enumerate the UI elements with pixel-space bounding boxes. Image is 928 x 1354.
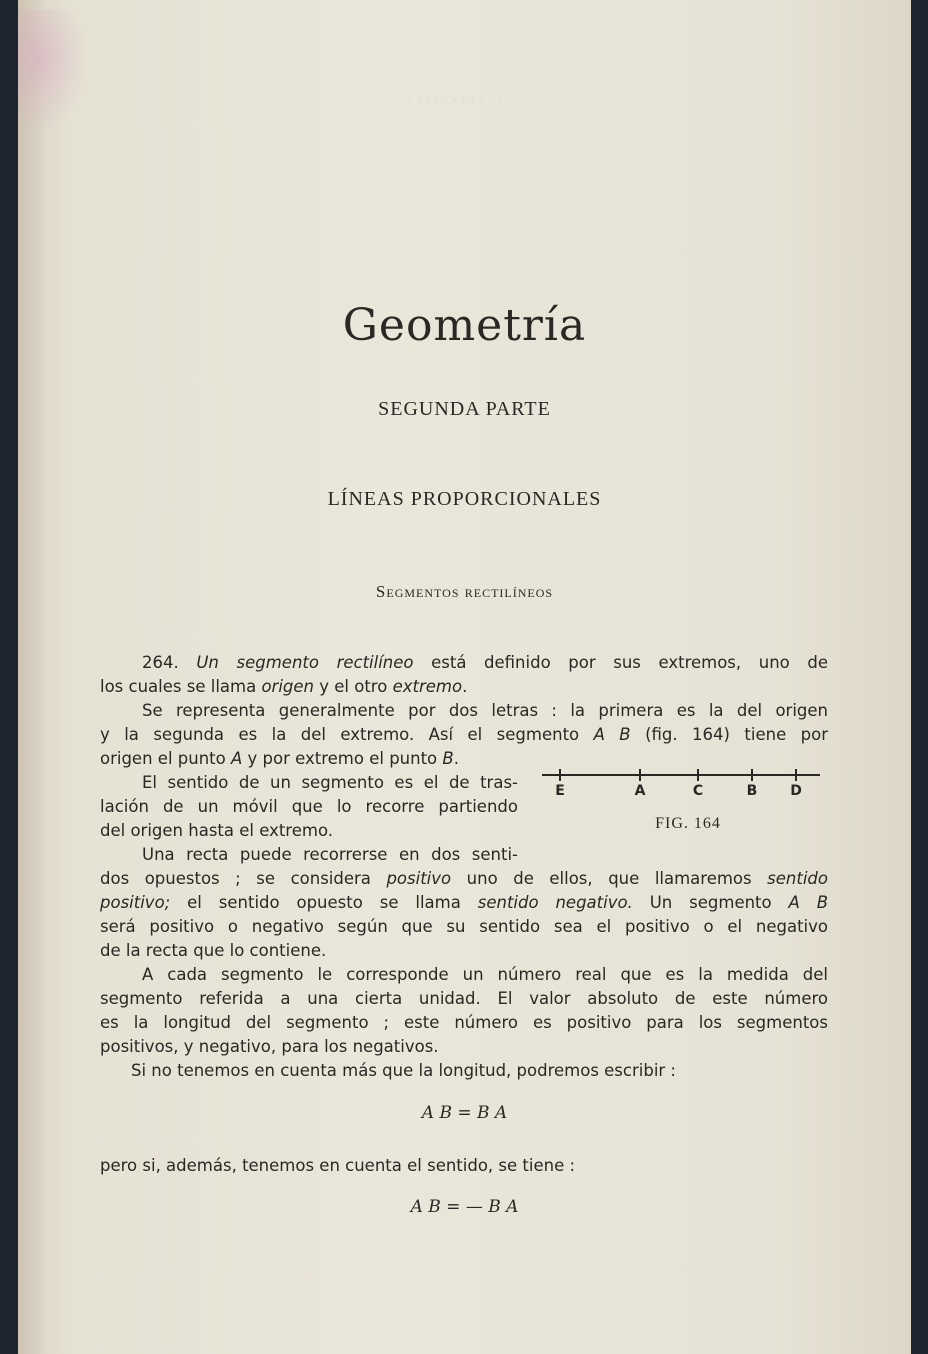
figure-label-d: D — [790, 783, 802, 799]
text-line-5: origen el punto A y por extremo el punto B. — [100, 749, 459, 768]
section-heading: Segmentos rectilíneos — [375, 582, 554, 601]
figure-caption: FIG. 164 — [655, 815, 721, 832]
paragraph-264-line-2: los cuales se llama origen y el otro extremo. — [100, 677, 468, 696]
page-title: Geometría — [342, 300, 587, 351]
text-line-8: del origen hasta el extremo. — [100, 821, 334, 840]
figure-label-c: C — [692, 783, 704, 799]
text-line-4: y la segunda es la del extremo. Así el segmento A B (fig. 164) tiene por — [100, 725, 829, 744]
paragraph-number: 264. — [142, 653, 179, 672]
text-line-12: será positivo o negativo según que su sentido sea el positivo o el negativo — [100, 917, 828, 936]
formula-sense: A B = — B A — [410, 1197, 519, 1217]
text-line-18: Si no tenemos en cuenta más que la longitud, podremos escribir : — [131, 1061, 676, 1080]
part-heading: SEGUNDA PARTE — [378, 398, 551, 420]
figure-label-a: A — [634, 783, 646, 799]
text-line-11: positivo; el sentido opuesto se llama sentido negativo. Un segmento A B — [100, 893, 829, 912]
text-line-19: pero si, además, tenemos en cuenta el sentido, se tiene : — [100, 1156, 576, 1175]
text-line-7: lación de un móvil que lo recorre partiendo — [100, 797, 518, 816]
text-line-15: segmento referida a una cierta unidad. El valor absoluto de este número — [100, 989, 828, 1008]
figure-label-b: B — [746, 783, 758, 799]
figure-label-e: E — [555, 783, 565, 799]
text-line-9: Una recta puede recorrerse en dos senti- — [142, 845, 518, 864]
text-line-13: de la recta que lo contiene. — [100, 941, 327, 960]
text-line-3: Se representa generalmente por dos letras : la primera es la del origen — [142, 701, 828, 720]
formula-length: A B = B A — [421, 1103, 508, 1123]
text-line-14: A cada segmento le corresponde un número real que es la medida del — [142, 965, 828, 984]
chapter-heading: LÍNEAS PROPORCIONALES — [327, 488, 602, 510]
text-line-17: positivos, y negativo, para los negativos. — [100, 1037, 439, 1056]
bleed-through-text: · · · · · · · · · · · — [408, 92, 502, 108]
text-line-6: El sentido de un segmento es el de tras- — [142, 773, 518, 792]
text-line-16: es la longitud del segmento ; este número es positivo para los segmentos — [100, 1013, 828, 1032]
paragraph-264-line-1: 264. Un segmento rectilíneo está definido por sus extremos, uno de — [142, 653, 828, 672]
page-content — [18, 0, 911, 1354]
text-line-10: dos opuestos ; se considera positivo uno de ellos, que llamaremos sentido — [100, 869, 828, 888]
